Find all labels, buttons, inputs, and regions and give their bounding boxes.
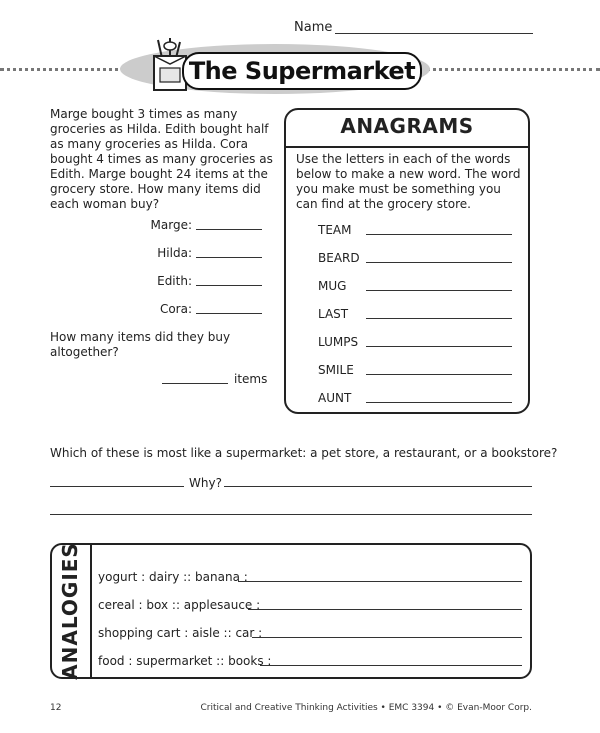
- analogy-answer-line[interactable]: [248, 609, 522, 610]
- analogy-answer-line[interactable]: [238, 581, 522, 582]
- anagram-word: LAST: [318, 307, 349, 321]
- total-items-answer-line[interactable]: [162, 383, 228, 384]
- anagram-answer-line[interactable]: [366, 262, 512, 263]
- answer-label-marge: Marge:: [150, 218, 192, 232]
- anagram-word: LUMPS: [318, 335, 359, 349]
- supermarket-comparison-question: Which of these is most like a supermarket: a pet store, a restaurant, or a bookstore?: [50, 446, 558, 460]
- answer-line-cora[interactable]: [196, 313, 262, 314]
- name-field[interactable]: [335, 33, 533, 34]
- page-number: 12: [50, 703, 62, 713]
- analogy-prompt: cereal : box :: applesauce :: [98, 598, 261, 612]
- anagrams-instructions: Use the letters in each of the words below to make a new word. The word you make must be something you can find at the grocery store.: [296, 152, 521, 211]
- anagram-word: TEAM: [318, 223, 352, 237]
- page-title: The Supermarket: [182, 52, 422, 90]
- analogy-answer-line[interactable]: [252, 637, 522, 638]
- footer-credit: Critical and Creative Thinking Activities • EMC 3394 • © Evan-Moor Corp.: [200, 703, 532, 713]
- answer-label-edith: Edith:: [157, 274, 192, 288]
- name-label: Name: [294, 20, 333, 35]
- analogy-prompt: shopping cart : aisle :: car :: [98, 626, 263, 640]
- answer-line-marge[interactable]: [196, 229, 262, 230]
- analogy-prompt: yogurt : dairy :: banana :: [98, 570, 248, 584]
- analogies-title: ANALOGIES: [58, 542, 82, 680]
- answer-label-hilda: Hilda:: [157, 246, 192, 260]
- anagram-answer-line[interactable]: [366, 346, 512, 347]
- anagram-answer-line[interactable]: [366, 318, 512, 319]
- anagram-word: MUG: [318, 279, 347, 293]
- anagram-answer-line[interactable]: [366, 402, 512, 403]
- comparison-answer-line[interactable]: [50, 486, 184, 487]
- answer-label-cora: Cora:: [159, 302, 192, 316]
- analogy-answer-line[interactable]: [260, 665, 522, 666]
- word-problem-text: Marge bought 3 times as many groceries as Hilda. Edith bought half as many groceries as Hilda. Cora bought 4 times as many groceries as Edith. Marge bought 24 items at the grocery store. How many items did each woman buy?: [50, 107, 273, 211]
- answer-line-edith[interactable]: [196, 285, 262, 286]
- anagram-answer-line[interactable]: [366, 374, 512, 375]
- anagram-word: AUNT: [318, 391, 352, 405]
- why-label: Why?: [189, 476, 222, 490]
- anagram-word: BEARD: [318, 251, 360, 265]
- why-answer-line[interactable]: [224, 486, 532, 487]
- analogy-prompt: food : supermarket :: books :: [98, 654, 272, 668]
- anagrams-title-divider: [284, 146, 530, 148]
- anagram-word: SMILE: [318, 363, 354, 377]
- answer-line-hilda[interactable]: [196, 257, 262, 258]
- analogies-divider: [90, 543, 92, 679]
- anagram-answer-line[interactable]: [366, 234, 512, 235]
- items-label: items: [234, 372, 268, 386]
- anagram-answer-line[interactable]: [366, 290, 512, 291]
- total-items-question: How many items did they buy altogether?: [50, 330, 231, 359]
- why-answer-line-2[interactable]: [50, 514, 532, 515]
- anagrams-title: ANAGRAMS: [340, 114, 474, 138]
